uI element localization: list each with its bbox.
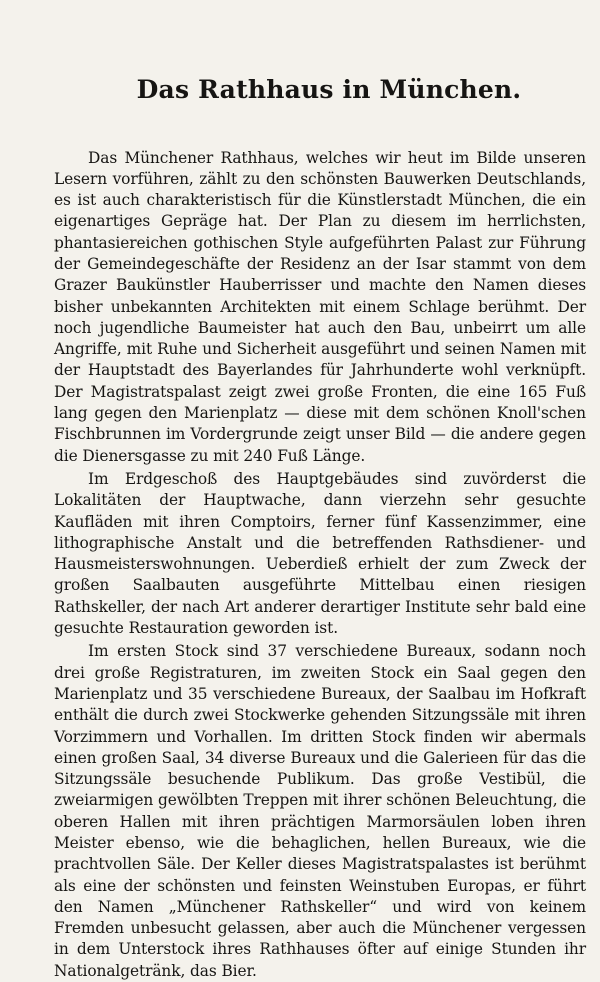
paragraph-1: Das Münchener Rathhaus, welches wir heut im Bilde unseren Lesern vorführen, zählt zu den schönsten Bauwerken Deutschlands, es ist auch charakteristisch für die Künstlerstadt München, die ein eigenartiges Gepräge hat. Der Plan zu diesem im herrlichsten, phantasiereichen gothischen Style aufgeführten Palast zur Führung der Gemeindegeschäfte der Residenz an der Isar stammt von dem Grazer Baukünstler Hauberrisser und machte den Namen dieses bisher unbekannten Architekten mit einem Schlage berühmt. Der noch jugendliche Baumeister hat auch den Bau, unbeirrt um alle Angriffe, mit Ruhe und Sicherheit ausgeführt und seinen Namen mit der Hauptstadt des Bayerlandes für Jahrhunderte wohl verknüpft. Der Magistratspalast zeigt zwei große Fronten, die eine 165 Fuß lang gegen den Marienplatz — diese mit dem schönen Knoll'schen Fischbrunnen im Vordergrunde zeigt unser Bild — die andere gegen die Dienersgasse zu mit 240 Fuß Länge. bbox=[54, 148, 586, 465]
paragraph-2: Im Erdgeschoß des Hauptgebäudes sind zuvörderst die Lokalitäten der Hauptwache, dann vierzehn sehr gesuchte Kaufläden mit ihren Comptoirs, ferner fünf Kassenzimmer, eine lithographische Anstalt und die betreffenden Rathsdiener- und Hausmeisterswohnungen. Ueberdieß erhielt der zum Zweck der großen Saalbauten ausgeführte Mittelbau einen riesigen Rathskeller, der nach Art anderer derartiger Institute sehr bald eine gesuchte Restauration geworden ist. bbox=[54, 469, 586, 638]
article-title: Das Rathhaus in München. bbox=[136, 75, 522, 104]
paragraph-3: Im ersten Stock sind 37 verschiedene Bureaux, sodann noch drei große Registraturen, im zweiten Stock ein Saal gegen den Marienplatz und 35 verschiedene Bureaux, der Saalbau im Hofkraft enthält die durch zwei Stockwerke gehenden Sitzungssäle mit ihren Vorzimmern und Vorhallen. Im dritten Stock finden wir abermals einen großen Saal, 34 diverse Bureaux und die Galerieen für das die Sitzungssäle besuchende Publikum. Das große Vestibül, die zweiarmigen gewölbten Treppen mit ihrer schönen Beleuchtung, die oberen Hallen mit ihren prächtigen Marmorsäulen loben ihren Meister ebenso, wie die behaglichen, hellen Bureaux, wie die prachtvollen Säle. Der Keller dieses Magistratspalastes ist berühmt als eine der schönsten und feinsten Weinstuben Europas, er führt den Namen „Münchener Rathskeller“ und wird von keinem Fremden unbesucht gelassen, aber auch die Münchener vergessen in dem Unterstock ihres Rathhauses öfter auf einige Stunden ihr Nationalgetränk, das Bier. bbox=[54, 642, 586, 980]
